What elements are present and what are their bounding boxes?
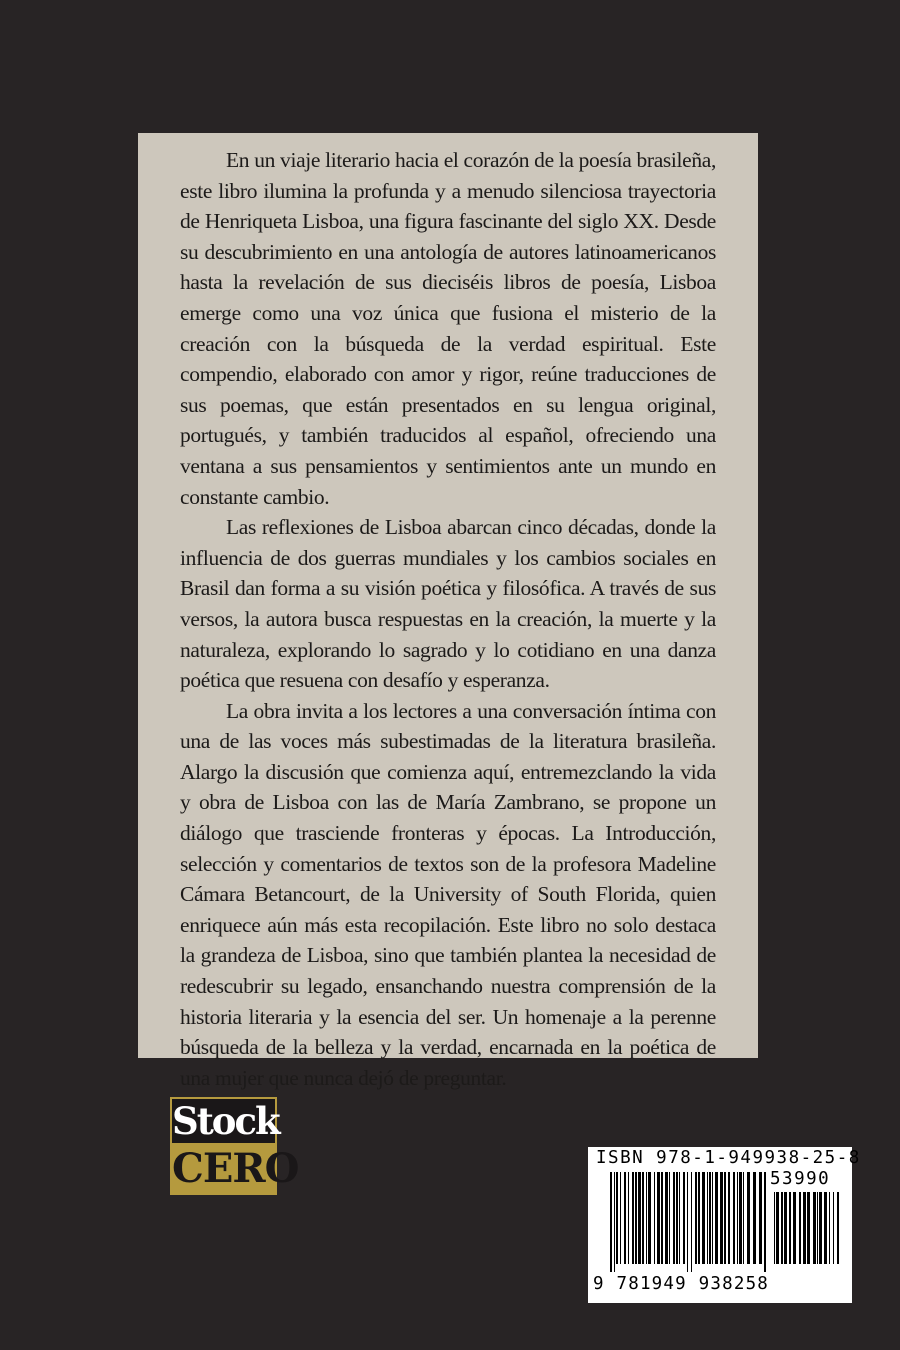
barcode-bar [728,1172,730,1264]
barcode-bar [673,1172,675,1264]
barcode-bar [709,1172,711,1264]
barcode-bar [799,1192,801,1264]
barcode-bar [781,1192,783,1264]
barcode-bar [691,1172,692,1272]
barcode-bar [753,1172,756,1264]
isbn-barcode [588,1147,861,1303]
barcode-bar [648,1172,651,1264]
barcode-bar [707,1172,708,1264]
barcode-bar [646,1172,647,1264]
blurb-paragraph-2: Las reflexiones de Lisboa abarcan cinco décadas, donde la influencia de dos guerras mundiales y los cambios sociales en Brasil dan forma a su visión poética y filosófica. A través de sus versos, la autora busca respuestas en la creación, la muerte y la naturaleza, explorando lo sagrado y lo cotidiano en una danza poética que resuena con desafío y esperanza. [180,515,716,693]
barcode-bar [628,1172,629,1264]
barcode-main-bars [610,1172,768,1272]
barcode-bar [776,1192,779,1264]
barcode-bar [764,1172,766,1272]
barcode-bar [620,1172,621,1264]
barcode-bar [720,1172,723,1264]
barcode-bar [817,1192,818,1264]
barcode-bar [824,1192,827,1264]
barcode-bar [739,1172,742,1264]
barcode-bar [803,1192,806,1264]
barcode-bar [614,1172,615,1272]
barcode-bar [789,1192,791,1264]
barcode-bar [654,1172,655,1264]
barcode-bar [774,1192,775,1264]
barcode-digits: 9 781949 938258 [593,1274,770,1294]
barcode-bar [610,1172,612,1272]
barcode-bar [733,1172,735,1264]
barcode-bar [813,1192,816,1264]
barcode-bar [676,1172,678,1264]
barcode-bar [712,1172,713,1264]
barcode-bar [632,1172,634,1264]
barcode-bar [747,1172,750,1264]
barcode-bar [807,1192,810,1264]
barcode-bar [715,1172,718,1264]
barcode-bar [737,1172,738,1264]
barcode-bar [642,1172,644,1264]
barcode-bar [624,1172,626,1264]
barcode-bar [635,1172,637,1264]
barcode-bar [657,1172,660,1264]
barcode-bar [695,1172,697,1264]
barcode-bar [669,1172,670,1264]
isbn-label: ISBN 978-1-949938-25-8 [596,1148,861,1168]
barcode-bar [616,1172,618,1264]
blurb-paragraph-3: La obra invita a los lectores a una conversación íntima con una de las voces más subestimadas de la literatura brasileña. Alargo la discusión que comienza aquí, entremezclando la vida y obra de Lisboa con las de María Zambrano, se propone un diálogo que trasciende fronteras y épocas. La Introducción, selección y comentarios de textos son de la profesora Madeline Cámara Betancourt, de la University of South Florida, quien enriquece aún más esta recopilación. Este libro no solo destaca la grandeza de Lisboa, sino que también plantea la necesidad de redescubrir su legado, ensanchando nuestra comprensión de la historia literaria y la esencia del ser. Un homenaje a la perenne búsqueda de la belleza y la verdad, encarnada en la poética de una mujer que nunca dejó de preguntar. [180,698,716,1090]
blurb-paragraph-1: En un viaje literario hacia el corazón de la poesía brasileña, este libro ilumina la profunda y a menudo silenciosa trayectoria de Henriqueta Lisboa, una figura fascinante del siglo XX. Desde su descubrimiento en una antología de autores latinoamericanos hasta la revelación de sus dieciséis libros de poesía, Lisboa emerge como una voz única que fusiona el misterio de la creación con la búsqueda de la verdad espiritual. Este compendio, elaborado con amor y rigor, reúne traducciones de sus poemas, que están presentados en su lengua original, portugués, y también traducidos al español, ofreciendo una ventana a sus pensamientos y sentimientos ante un mundo en constante cambio. [180,148,716,509]
barcode-bar [698,1172,700,1264]
blurb-panel [138,133,758,1090]
barcode-bar [743,1172,744,1264]
barcode-bar [638,1172,641,1264]
logo-line-2: CERO [172,1145,299,1192]
barcode-bar [687,1172,688,1272]
barcode-bar [665,1172,668,1264]
barcode-bar [683,1172,685,1264]
barcode-bar [661,1172,663,1264]
barcode-bar [724,1172,726,1264]
barcode-bar [833,1192,834,1264]
publisher-logo [170,1097,299,1195]
barcode-bar [819,1192,822,1264]
barcode-addon-bars [774,1192,840,1272]
barcode-bar [837,1192,839,1264]
barcode-bar [784,1192,787,1264]
price-addon-code: 53990 [770,1169,831,1189]
logo-line-1: Stock [172,1099,279,1143]
barcode-bar [679,1172,680,1264]
barcode-bar [702,1172,705,1264]
barcode-bar [759,1172,762,1264]
barcode-bar [793,1192,796,1264]
barcode-bar [829,1192,830,1264]
